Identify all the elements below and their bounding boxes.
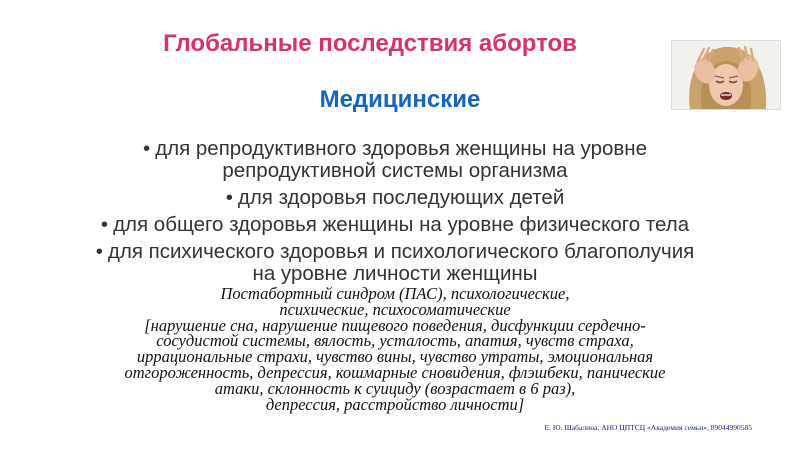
bullet-item (30, 214, 760, 236)
pas-line: сосудистой системы, вялость, усталость, апатия, чувств страха, (156, 331, 634, 351)
bullet-list (30, 138, 760, 290)
pas-line: психические, психосоматические (279, 299, 511, 319)
pas-line: иррациональные страхи, чувство вины, чувство утраты, эмоциональная (136, 347, 654, 367)
bullet-dot: • (143, 137, 151, 160)
bullet-dot: • (100, 213, 109, 236)
bullet-line: репродуктивной системы организма (222, 159, 568, 182)
bullet-line: для здоровья последующих детей (237, 186, 565, 209)
bullet-item (30, 138, 760, 182)
bullet-dot: • (225, 186, 233, 209)
pas-line: атаки, склонность к суициду (возрастает в 6 раз), (214, 378, 576, 398)
photo-illustration (672, 41, 780, 109)
bullet-line: для репродуктивного здоровья женщины на уровне (155, 137, 647, 160)
slide-subtitle: Медицинские (319, 86, 481, 113)
pas-line: депрессия, расстройство личности] (265, 394, 525, 414)
distressed-woman-photo-icon (671, 40, 781, 110)
bullet-item (30, 241, 760, 285)
bullet-line: на уровне личности женщины (252, 262, 538, 285)
pas-line: Постабортный синдром (ПАС), психологические, (220, 284, 570, 303)
pas-line: отгороженность, депрессия, кошмарные сновидения, флэшбеки, панические (124, 362, 666, 382)
slide-title: Глобальные последствия абортов (163, 30, 577, 57)
bullet-line: для психического здоровья и психологического благополучия (107, 240, 695, 263)
bullet-line: для общего здоровья женщины на уровне физического тела (113, 213, 690, 236)
bullet-item (30, 187, 760, 209)
bullet-dot: • (95, 240, 103, 263)
author-footer: Е. Ю. Шабалина, АНО ЦПТСЦ «Академия семьи», 89044990585 (544, 423, 752, 432)
pas-description (60, 286, 730, 412)
pas-line: [нарушение сна, нарушение пищевого поведения, дисфункции сердечно- (144, 315, 646, 335)
